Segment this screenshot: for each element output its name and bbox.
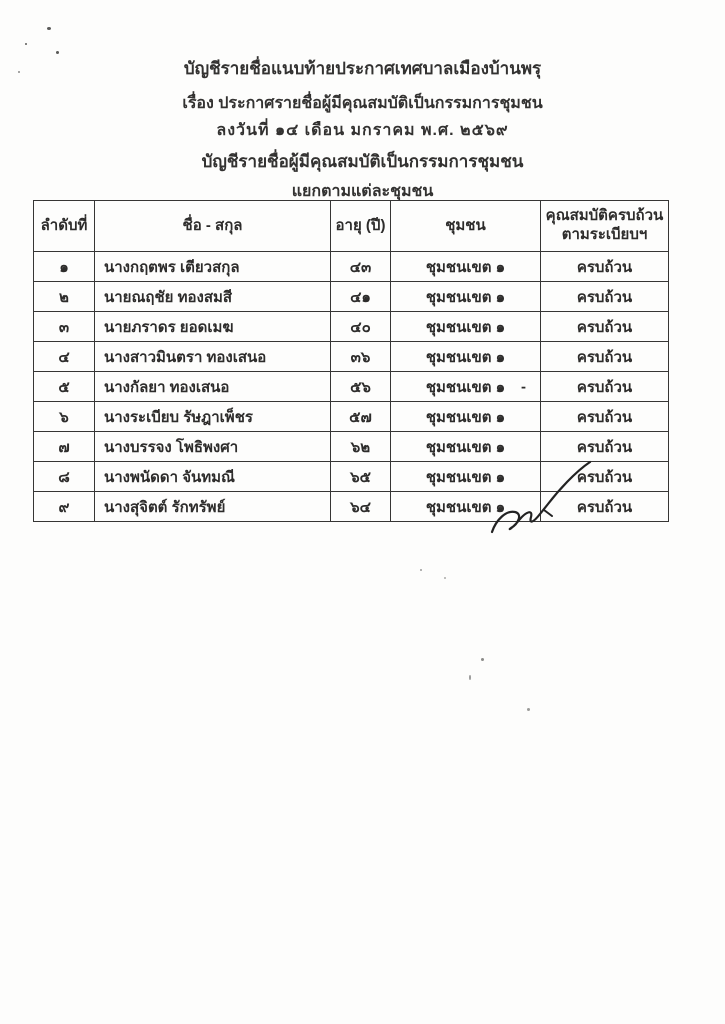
cell-qualification: ครบถ้วน [541, 432, 669, 462]
cell-age: ๖๔ [331, 492, 391, 522]
table-row [34, 372, 669, 402]
cell-no: ๗ [34, 432, 95, 462]
column-header-name: ชื่อ - สกุล [95, 201, 331, 252]
cell-age: ๕๗ [331, 402, 391, 432]
cell-name: นางบรรจง โพธิพงศา [95, 432, 331, 462]
cell-no: ๒ [34, 282, 95, 312]
cell-qualification: ครบถ้วน [541, 372, 669, 402]
scan-speck [469, 675, 471, 680]
cell-age: ๔๑ [331, 282, 391, 312]
qualified-members-table [33, 200, 669, 522]
list-subtitle-line: แยกตามแต่ละชุมชน [291, 183, 434, 200]
cell-no: ๔ [34, 342, 95, 372]
scan-speck [444, 577, 446, 579]
cell-no: ๑ [34, 252, 95, 282]
table-row [34, 282, 669, 312]
cell-community: ชุมชนเขต ๑ [391, 312, 541, 342]
table-row [34, 492, 669, 522]
scan-speck [25, 43, 27, 45]
cell-name: นางระเบียบ รัษฎาเพ็ชร [95, 402, 331, 432]
cell-age: ๖๒ [331, 432, 391, 462]
list-title-line: บัญชีรายชื่อผู้มีคุณสมบัติเป็นกรรมการชุมชน [201, 152, 524, 171]
cell-community: ชุมชนเขต ๑ [391, 462, 541, 492]
cell-qualification: ครบถ้วน [541, 282, 669, 312]
cell-community-text: ชุมชนเขต ๑ [425, 378, 506, 396]
cell-community: ชุมชนเขต ๑ [391, 252, 541, 282]
cell-name: นายภราดร ยอดเมฆ [95, 312, 331, 342]
table-row [34, 402, 669, 432]
cell-community: ชุมชนเขต ๑ [391, 402, 541, 432]
cell-community: ชุมชนเขต ๑ [391, 342, 541, 372]
document-date-line: ลงวันที่ ๑๔ เดือน มกราคม พ.ศ. ๒๕๖๙ [216, 122, 509, 139]
cell-name: นางกฤตพร เตียวสกุล [95, 252, 331, 282]
cell-qualification: ครบถ้วน [541, 462, 669, 492]
table-row [34, 252, 669, 282]
cell-no: ๖ [34, 402, 95, 432]
cell-qualification: ครบถ้วน [541, 402, 669, 432]
scan-speck [18, 71, 20, 73]
cell-name: นางกัลยา ทองเสนอ [95, 372, 331, 402]
cell-no: ๓ [34, 312, 95, 342]
cell-community: ชุมชนเขต ๑ [391, 432, 541, 462]
cell-age: ๔๐ [331, 312, 391, 342]
document-subject-line: เรื่อง ประกาศรายชื่อผู้มีคุณสมบัติเป็นกรรมการชุมชน [182, 95, 543, 112]
cell-name: นางพนัดดา จันทมณี [95, 462, 331, 492]
cell-name: นางสาวมินตรา ทองเสนอ [95, 342, 331, 372]
cell-name: นางสุจิตต์ รักทรัพย์ [95, 492, 331, 522]
cell-community: ชุมชนเขต ๑ [391, 282, 541, 312]
cell-community [391, 372, 541, 402]
column-header-qualification-line1: คุณสมบัติครบถ้วน [545, 207, 664, 225]
table-header-row [34, 201, 669, 252]
cell-qualification: ครบถ้วน [541, 252, 669, 282]
column-header-no: ลำดับที่ [34, 201, 95, 252]
table-row [34, 432, 669, 462]
column-header-age: อายุ (ปี) [331, 201, 391, 252]
column-header-community: ชุมชน [391, 201, 541, 252]
cell-qualification: ครบถ้วน [541, 312, 669, 342]
scan-speck [47, 27, 51, 30]
cell-name: นายณฤชัย ทองสมสี [95, 282, 331, 312]
column-header-qualification-line2: ตามระเบียบฯ [561, 226, 648, 243]
scan-speck [527, 708, 530, 711]
cell-age: ๔๓ [331, 252, 391, 282]
column-header-qualification [541, 201, 669, 252]
scan-speck [481, 658, 484, 661]
table-row [34, 462, 669, 492]
cell-community: ชุมชนเขต ๑ [391, 492, 541, 522]
cell-age: ๓๖ [331, 342, 391, 372]
handwritten-dash-mark: - [521, 378, 526, 395]
cell-no: ๘ [34, 462, 95, 492]
cell-qualification: ครบถ้วน [541, 492, 669, 522]
table-row [34, 342, 669, 372]
scan-speck [420, 569, 422, 571]
cell-age: ๕๖ [331, 372, 391, 402]
cell-age: ๖๕ [331, 462, 391, 492]
cell-qualification: ครบถ้วน [541, 342, 669, 372]
table-row [34, 312, 669, 342]
cell-no: ๕ [34, 372, 95, 402]
scan-speck [56, 51, 59, 54]
document-title-line1: บัญชีรายชื่อแนบท้ายประกาศเทศบาลเมืองบ้านพรุ [183, 59, 542, 78]
cell-no: ๙ [34, 492, 95, 522]
